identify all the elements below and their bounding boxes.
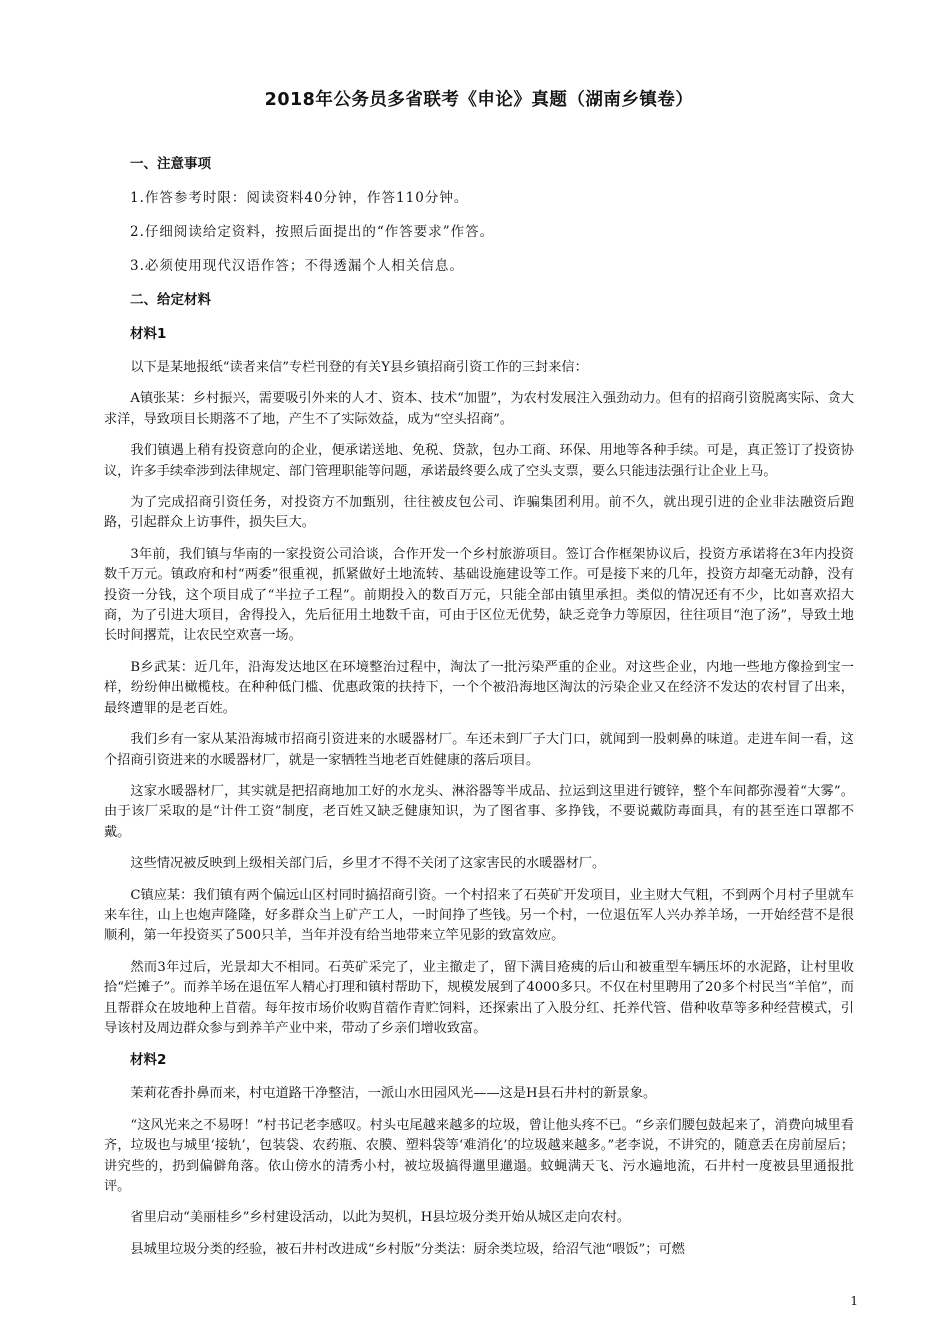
- material-2-label: 材料2: [130, 1052, 167, 1069]
- paragraph: 以下是某地报纸“读者来信”专栏刊登的有关Y县乡镇招商引资工作的三封来信：: [130, 360, 588, 375]
- note-item: 1.作答参考时限：阅读资料40分钟，作答110分钟。: [130, 190, 469, 206]
- section-heading-notes: 一、注意事项: [130, 156, 211, 172]
- material-1-label: 材料1: [130, 326, 167, 342]
- paragraph: 省里启动“美丽桂乡”乡村建设活动，以此为契机，H县垃圾分类开始从城区走向农村。: [130, 1210, 631, 1226]
- paragraph: C镇应某：我们镇有两个偏远山区村同时搞招商引资。一个村招来了石英矿开发项目，业主财大气粗，不到两个月村子里就车来车往，山上也炮声隆隆，好多群众当上矿产工人，一时间挣了些钱。另一个村，一位退伍军人兴办养羊场，一开始经营不是很顺利，第一年投资买了500只羊，当年并没有给当地带来立竿见影的致富效应。: [104, 887, 854, 944]
- document-title: 2018年公务员多省联考《申论》真题（湖南乡镇卷）: [264, 90, 694, 110]
- paragraph: 我们乡有一家从某沿海城市招商引资进来的水暖器材厂。车还未到厂子大门口，就闻到一股刺鼻的味道。走进车间一看，这个招商引资进来的水暖器材厂，就是一家牺牲当地老百姓健康的落后项目。: [104, 732, 854, 768]
- paragraph: 县城里垃圾分类的经验，被石井村改进成“乡村版”分类法：厨余类垃圾，给沼气池“喂饭”；可燃: [130, 1241, 685, 1257]
- note-item: 2.仔细阅读给定资料，按照后面提出的“作答要求”作答。: [130, 224, 495, 240]
- paragraph: 这家水暖器材厂，其实就是把招商地加工好的水龙头、淋浴器等半成品、拉运到这里进行镀锌，整个车间都弥漫着“大雾”。由于该厂采取的是“计件工资”制度，老百姓又缺乏健康知识，为了图省事、多挣钱，不要说戴防毒面具，有的甚至连口罩都不戴。: [104, 783, 854, 840]
- paragraph: 这些情况被反映到上级相关部门后，乡里才不得不关闭了这家害民的水暖器材厂。: [130, 856, 606, 872]
- paragraph: 为了完成招商引资任务，对投资方不加甄别，往往被皮包公司、诈骗集团利用。前不久，就出现引进的企业非法融资后跑路，引起群众上访事件，损失巨大。: [104, 495, 854, 531]
- note-item: 3.必须使用现代汉语作答；不得透漏个人相关信息。: [130, 258, 464, 274]
- paragraph: 茉莉花香扑鼻而来，村屯道路干净整洁，一派山水田园风光——这是H县石井村的新景象。: [130, 1086, 657, 1102]
- paragraph: 我们镇遇上稍有投资意向的企业，便承诺送地、免税、贷款，包办工商、环保、用地等各种手续。可是，真正签订了投资协议，许多手续牵涉到法律规定、部门管理职能等问题，承诺最终要么成了空头支票，要么只能违法强行让企业上马。: [104, 443, 854, 479]
- paragraph: 3年前，我们镇与华南的一家投资公司洽谈，合作开发一个乡村旅游项目。签订合作框架协议后，投资方承诺将在3年内投资数千万元。镇政府和村“两委”很重视，抓紧做好土地流转、基础设施建设等工作。可是接下来的几年，投资方却毫无动静，没有投资一分钱，这个项目成了“半拉子工程”。前期投入的数百万元，只能全部由镇里承担。类似的情况还有不少，比如喜欢招大商，为了引进大项目，舍得投入，先后征用土地数千亩，可由于区位无优势，缺乏竞争力等原因，往往项目“泡了汤”，导致土地长时间撂荒，让农民空欢喜一场。: [104, 546, 854, 644]
- paragraph: 然而3年过后，光景却大不相同。石英矿采完了，业主撤走了，留下满目疮痍的后山和被重型车辆压坏的水泥路，让村里收拾“烂摊子”。而养羊场在退伍军人精心打理和镇村帮助下，规模发展到了4000多只。不仅在村里聘用了20多个村民当“羊倌”，而且帮群众在坡地种上苜蓿。每年按市场价收购苜蓿作青贮饲料，还探索出了入股分红、托养代管、借种收草等多种经营模式，引导该村及周边群众参与到养羊产业中来，带动了乡亲们增收致富。: [104, 959, 854, 1036]
- page-number: 1: [850, 1294, 858, 1308]
- paragraph: B乡武某：近几年，沿海发达地区在环境整治过程中，淘汰了一批污染严重的企业。对这些企业，内地一些地方像捡到宝一样，纷纷伸出橄榄枝。在种种低门槛、优惠政策的扶持下，一个个被沿海地区淘汰的污染企业又在经济不发达的农村冒了出来，最终遭罪的是老百姓。: [104, 659, 854, 716]
- paragraph: A镇张某：乡村振兴，需要吸引外来的人才、资本、技术“加盟”，为农村发展注入强劲动力。但有的招商引资脱离实际、贪大求洋，导致项目长期落不了地，产生不了实际效益，成为“空头招商”。: [104, 391, 854, 427]
- paragraph: “这风光来之不易呀！”村书记老李感叹。村头屯尾越来越多的垃圾，曾让他头疼不已。“乡亲们腰包鼓起来了，消费向城里看齐，垃圾也与城里‘接轨’，包装袋、农药瓶、农膜、塑料袋等‘难消化’的垃圾越来越多。”老李说，不讲究的，随意丢在房前屋后；讲究些的，扔到偏僻角落。依山傍水的清秀小村，被垃圾搞得邋里邋遢。蚊蝇满天飞、污水遍地流，石井村一度被县里通报批评。: [104, 1117, 854, 1194]
- section-heading-materials: 二、给定材料: [130, 292, 211, 308]
